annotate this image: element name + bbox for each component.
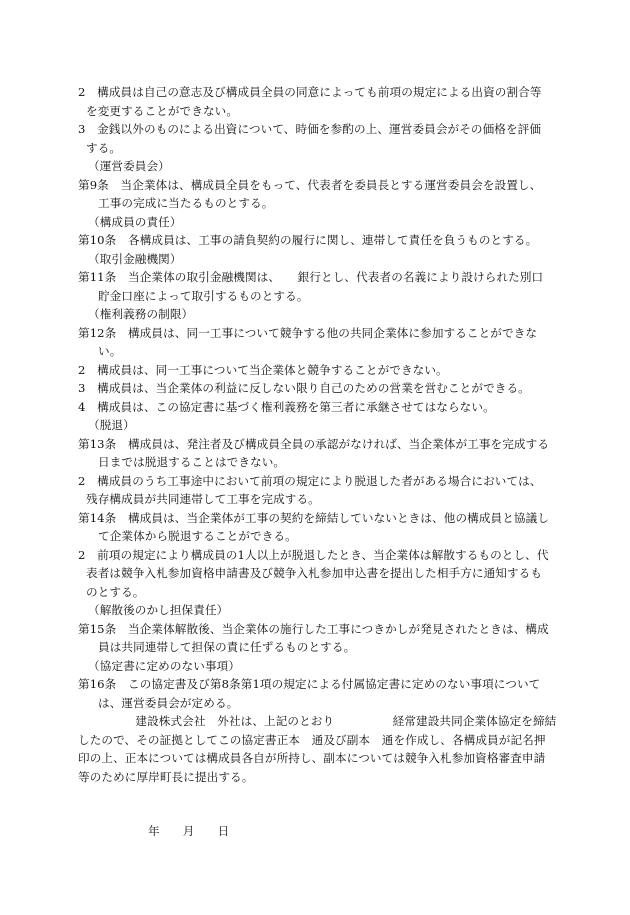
section-heading: （協定書に定めのない事項） [88, 658, 241, 673]
text-line: 第16条 この協定書及び第8条第1項の規定による付属協定書に定めのない事項について [78, 677, 541, 691]
text-line: 第10条 各構成員は、工事の請負契約の履行に関し、連帯して責任を負うものとする。 [78, 233, 538, 247]
text-line: 第15条 当企業体解散後、当企業体の施行した工事につきかしが発見されたときは、構成 [78, 621, 549, 636]
text-line: 等のために厚岸町長に提出する。 [78, 769, 254, 784]
text-line: て企業体から脱退することができる。 [98, 529, 297, 543]
text-line: 3 金銭以外のものによる出資について、時価を参酌の上、運営委員会がその価格を評価 [78, 122, 542, 136]
signature-date: 年 月 日 [148, 824, 230, 838]
text-line: 第14条 構成員は、当企業体が工事の契約を締結していないときは、他の構成員と協議し [78, 510, 550, 525]
text-line: のとする。 [86, 584, 145, 599]
text-line: 2 構成員は自己の意志及び構成員全員の同意によっても前項の規定による出資の割合等 [78, 85, 542, 99]
text-line: 第12条 構成員は、同一工事について競争する他の共同企業体に参加することができな [78, 325, 538, 340]
text-line: 2 構成員のうち工事途中において前項の規定により脱退した者がある場合においては、 [78, 473, 542, 488]
text-line: したので、その証拠としてこの協定書正本 通及び副本 通を作成し、各構成員が記名押 [78, 732, 546, 747]
text-line: 日までは脱退することはできない。 [98, 455, 286, 469]
section-heading: （取引金融機関） [88, 251, 182, 266]
text-line: 2 構成員は、同一工事について当企業体と競争することができない。 [78, 362, 448, 377]
text-line: は、運営委員会が定める。 [98, 695, 239, 710]
text-line: 建設株式会社 外社は、上記のとおり 経常建設共同企業体協定を締結 [112, 714, 556, 728]
text-line: 貯金口座によって取引するものとする。 [98, 288, 309, 303]
section-heading: （解散後のかし担保責任） [88, 603, 229, 617]
text-line: 表者は競争入札参加資格申請書及び競争入札参加申込書を提出した相手方に通知するも [86, 566, 543, 580]
text-line: 第9条 当企業体は、構成員全員をもって、代表者を委員長とする運営委員会を設置し、 [78, 177, 542, 192]
text-line: 4 構成員は、この協定書に基づく権利義務を第三者に承継させてはならない。 [78, 399, 495, 414]
text-line: 3 構成員は、当企業体の利益に反しない限り自己のための営業を営むことができる。 [78, 381, 530, 395]
section-heading: （権利義務の制限） [88, 307, 194, 321]
text-line: する。 [86, 140, 122, 155]
section-heading: （運営委員会） [88, 159, 170, 173]
text-line: 第13条 構成員は、発注者及び構成員全員の承認がなければ、当企業体が工事を完成する [78, 436, 550, 451]
section-heading: （脱退） [88, 418, 135, 432]
text-line: い。 [98, 344, 122, 358]
text-line: 残存構成員が共同連帯して工事を完成する。 [86, 492, 320, 506]
text-line: 2 前項の規定により構成員の1人以上が脱退したとき、当企業体は解散するものとし、代 [78, 547, 549, 562]
text-line: 第11条 当企業体の取引金融機関は、 銀行とし、代表者の名義により設けられた別口 [78, 270, 544, 284]
text-line: を変更することができない。 [86, 103, 239, 118]
document-body [78, 83, 556, 786]
text-line: 員は共同連帯して担保の責に任ずるものとする。 [98, 640, 356, 654]
text-line: 印の上、正本については構成員各自が所持し、副本については競争入札参加資格審査申請 [78, 751, 546, 765]
section-heading: （構成員の責任） [88, 214, 182, 229]
text-line: 工事の完成に当たるものとする。 [98, 196, 274, 210]
